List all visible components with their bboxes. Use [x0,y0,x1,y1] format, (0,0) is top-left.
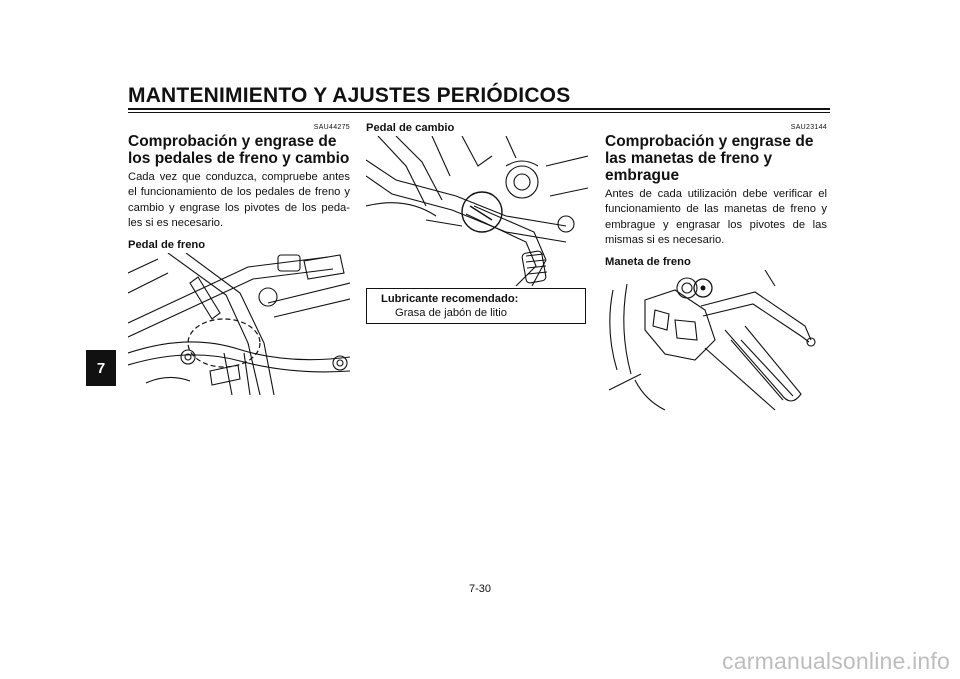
shift-pedal-illustration [366,136,588,286]
note-title: Lubricante recomendado: [381,293,519,305]
header-rule-thick [128,108,830,110]
middle-column [366,120,588,286]
brake-lever-illustration [605,270,827,412]
section-body: Cada vez que conduzca, compruebe antes el funcionamiento de los pedales de freno y cambio y engrase los pivotes de los peda-les si es necesario. [128,171,350,229]
watermark: carmanualsonline.info [722,648,950,674]
note-text: Grasa de jabón de litio [395,307,507,319]
brake-pedal-illustration [128,253,350,395]
chapter-tab: 7 [86,350,116,386]
header-rule-thin [128,112,830,113]
section-heading: Comprobación y engrase de los pedales de freno y cambio [128,133,350,167]
section-code: SAU23144 [790,124,827,131]
figure-title: Maneta de freno [605,256,691,269]
section-code: SAU44275 [313,124,350,131]
section-heading: Comprobación y engrase de las manetas de freno y embrague [605,133,814,184]
page-number: 7-30 [468,583,492,595]
section-body: Antes de cada utilización debe verificar el funcionamiento de las manetas de freno y embrague y engrasar los pivotes de las mismas si es necesario. [605,188,827,246]
figure-title: Pedal de freno [128,239,206,252]
lubricant-note-box [366,288,586,324]
page-title: MANTENIMIENTO Y AJUSTES PERIÓDICOS [128,84,571,107]
figure-title: Pedal de cambio [366,122,455,134]
right-column [605,120,827,412]
left-column [128,120,350,395]
